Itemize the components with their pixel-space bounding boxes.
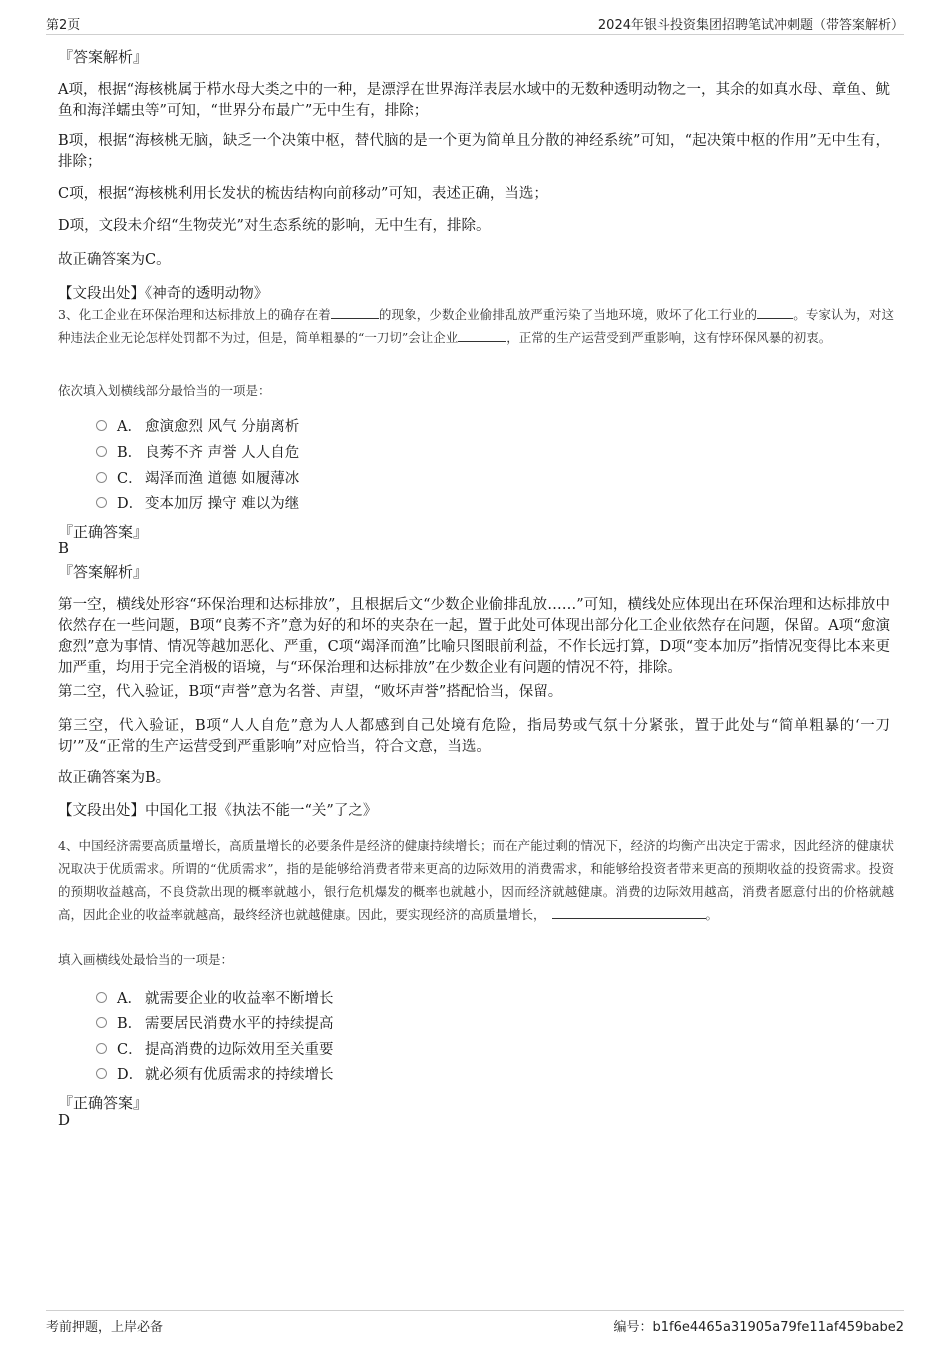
option-c[interactable]: C． 提高消费的边际效用至关重要 [96,1036,334,1060]
source-note: 【文段出处】中国化工报《执法不能一“关”了之》 [58,803,378,819]
analysis-paragraph: B项，根据“海核桃无脑，缺乏一个决策中枢，替代脑的是一个更为简单且分散的神经系统”可知，“起决策中枢的作用”无中生有，排除； [58,133,890,170]
conclusion: 故正确答案为C。 [58,252,171,268]
analysis-label: 『答案解析』 [58,563,149,581]
option-d[interactable]: D． 就必须有优质需求的持续增长 [96,1061,334,1085]
radio-icon[interactable] [96,1017,107,1028]
option-a[interactable]: A． 愈演愈烈 风气 分崩离析 [96,413,299,437]
option-c[interactable]: C． 竭泽而渔 道德 如履薄冰 [96,465,299,489]
correct-answer-label: 『正确答案』 [58,523,149,541]
option-b[interactable]: B． 良莠不齐 声誉 人人自危 [96,439,299,463]
analysis-paragraph: 第三空，代入验证，B项“人人自危”意为人人都感到自己处境有危险，指局势或气氛十分紧张，置于此处与“简单粗暴的‘一刀切’”及“正常的生产运营受到严重影响”对应恰当，符合文意，当选。 [58,718,890,755]
footer-slogan: 考前押题，上岸必备 [46,1320,164,1335]
option-a[interactable]: A． 就需要企业的收益率不断增长 [96,985,334,1009]
option-b[interactable]: B． 需要居民消费水平的持续提高 [96,1010,334,1034]
conclusion: 故正确答案为B。 [58,770,171,786]
analysis-paragraph: 第一空，横线处形容“环保治理和达标排放”，且根据后文“少数企业偷排乱放……”可知，横线处应体现出在环保治理和达标排放中依然存在一些问题，B项“良莠不齐”意为好的和坏的夹杂在一起，置于此处可体现出部分化工企业依然存在问题，保留。A项“愈演愈烈”意为事情、情况等越加恶化、严重，C项“竭泽而渔”比喻只图眼前利益，不作长远打算，D项“变本加厉”指情况变得比本来更加严重，均用于完全消极的语境，与“环保治理和达标排放”在少数企业有问题的情况不符，排除。 [58,597,890,676]
analysis-label: 『答案解析』 [58,48,149,66]
question-4-stem: 4、中国经济需要高质量增长，高质量增长的必要条件是经济的健康持续增长；而在产能过剩的情况下，经济的均衡产出决定于需求，因此经济的健康状况取决于优质需求。所谓的“优质需求”，指的是能够给消费者带来更高的边际效用的消费需求，和能够给投资者带来更高的预期收益的投资需求。投资的预期收益越高，不良贷款出现的概率就越小，银行危机爆发的概率也就越小，因而经济就越健康。消费的边际效用越高，消费者愿意付出的价格就越高，因此企业的收益率就越高，最终经济也就越健康。因此，要实现经济的高质量增长， 。 [58,838,894,922]
source-note: 【文段出处】《神奇的透明动物》 [58,286,269,302]
radio-icon[interactable] [96,446,107,457]
radio-icon[interactable] [96,1043,107,1054]
document-serial: 编号：b1f6e4465a31905a79fe11af459babe2 [613,1320,904,1335]
question-3-stem: 3、化工企业在环保治理和达标排放上的确存在着 的现象，少数企业偷排乱放严重污染了当地环境，败坏了化工行业的 。专家认为，对这种违法企业无论怎样处罚都不为过，但是，简单粗暴的“一刀切”会让企业 ，正常的生产运营受到严重影响，这有悖环保风暴的初衷。 [58,307,894,345]
document-title: 2024年银斗投资集团招聘笔试冲刺题（带答案解析） [597,18,904,33]
analysis-paragraph: 第二空，代入验证，B项“声誉”意为名誉、声望，“败坏声誉”搭配恰当，保留。 [58,684,563,700]
correct-answer: D [58,1111,71,1129]
correct-answer-label: 『正确答案』 [58,1094,149,1112]
radio-icon[interactable] [96,472,107,483]
analysis-paragraph: C项，根据“海核桃利用长发状的梳齿结构向前移动”可知，表述正确，当选； [58,186,548,202]
blank-line [757,306,793,319]
blank-line [458,329,506,342]
blank-line [331,306,379,319]
question-prompt: 填入画横线处最恰当的一项是： [58,952,234,967]
correct-answer: B [58,539,70,557]
radio-icon[interactable] [96,1068,107,1079]
option-d[interactable]: D． 变本加厉 操守 难以为继 [96,490,299,514]
blank-line [552,906,706,919]
page-footer [46,1310,904,1335]
analysis-paragraph: A项，根据“海核桃属于栉水母大类之中的一种，是漂浮在世界海洋表层水域中的无数种透明动物之一，其余的如真水母、章鱼、鱿鱼和海洋蠕虫等”可知，“世界分布最广”无中生有，排除； [58,82,890,119]
page-header [46,14,904,35]
radio-icon[interactable] [96,497,107,508]
analysis-paragraph: D项，文段未介绍“生物荧光”对生态系统的影响，无中生有，排除。 [58,218,491,234]
radio-icon[interactable] [96,992,107,1003]
page-number: 第2页 [46,18,81,33]
question-prompt: 依次填入划横线部分最恰当的一项是： [58,383,271,398]
radio-icon[interactable] [96,420,107,431]
